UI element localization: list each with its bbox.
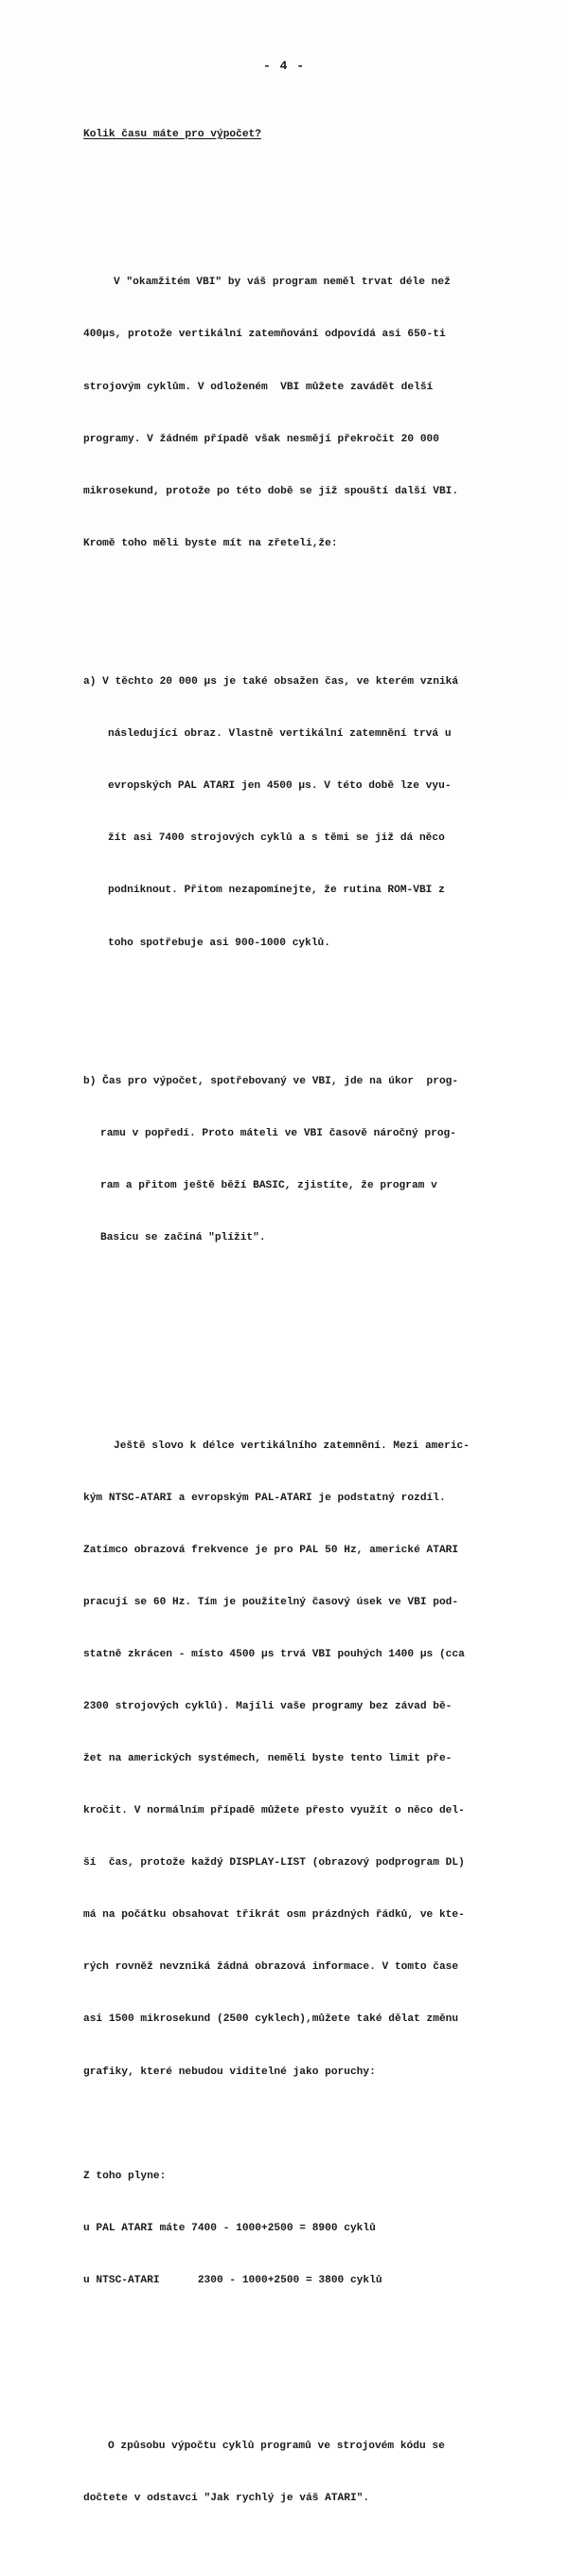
text-line: asi 1500 mikrosekund (2500 cyklech),můžete také dělat změnu xyxy=(83,2013,459,2026)
text-line: následující obraz. Vlastně vertikální zatemnění trvá u xyxy=(108,728,452,741)
result-intro: Z toho plyne: xyxy=(83,2170,167,2182)
text-line: kročit. V normálním případě můžete přesto využít o něco del- xyxy=(83,1805,465,1817)
text-line: a) V těchto 20 000 µs je také obsažen čas, ve kterém vzniká xyxy=(83,676,459,689)
text-line: kým NTSC-ATARI a evropským PAL-ATARI je podstatný rozdíl. xyxy=(83,1493,446,1505)
text-line: ramu v popředí. Proto máteli ve VBI časově náročný prog- xyxy=(100,1128,456,1140)
list-item-b xyxy=(83,1039,528,1282)
text-line: b) Čas pro výpočet, spotřebovaný ve VBI, jde na úkor prog- xyxy=(83,1076,459,1088)
text-line: ram a přitom ještě běží BASIC, zjistíte, že program v xyxy=(100,1180,437,1192)
page-number: - 4 - xyxy=(262,59,305,73)
text-line: statně zkrácen - místo 4500 µs trvá VBI pouhých 1400 µs (cca xyxy=(83,1649,465,1661)
document-body xyxy=(83,91,528,2576)
text-line: V "okamžitém VBI" by váš program neměl trvat déle než xyxy=(114,277,451,289)
text-line: Ještě slovo k délce vertikálního zatemnění. Mezi americ- xyxy=(114,1440,470,1453)
text-line: 400µs, protože vertikální zatemňování odpovídá asi 650-ti xyxy=(83,329,446,341)
text-line: podniknout. Přitom nezapomínejte, že rutina ROM-VBI z xyxy=(108,885,445,897)
text-line: žet na amerických systémech, neměli byste tento limit pře- xyxy=(83,1753,453,1765)
text-line: žít asi 7400 strojových cyklů a s těmi se již dá něco xyxy=(108,832,445,845)
text-line: O způsobu výpočtu cyklů programů ve strojovém kódu se xyxy=(108,2440,445,2452)
result-pal: u PAL ATARI máte 7400 - 1000+2500 = 8900 cyklů xyxy=(83,2222,376,2234)
text-line: 2300 strojových cyklů). Majíli vaše programy bez závad bě- xyxy=(83,1701,453,1713)
paragraph-2 xyxy=(83,1403,528,2115)
text-line: evropských PAL ATARI jen 4500 µs. V této době lze vyu- xyxy=(108,780,452,793)
text-line: má na počátku obsahovat třikrát osm prázdných řádků, ve kte- xyxy=(83,1909,465,1922)
text-line: Zatímco obrazová frekvence je pro PAL 50 Hz, americké ATARI xyxy=(83,1545,459,1557)
text-line: dočtete v odstavci "Jak rychlý je váš ATARI". xyxy=(83,2492,370,2504)
text-line: strojovým cyklům. V odloženém VBI můžete zavádět delší xyxy=(83,381,434,393)
list-item-a xyxy=(83,639,528,987)
text-line: programy. V žádném případě však nesmějí překročit 20 000 xyxy=(83,433,439,445)
text-line: Basicu se začíná "plížit". xyxy=(100,1232,266,1244)
text-line: Kromě toho měli byste mít na zřeteli,že: xyxy=(83,537,338,549)
paragraph-1 xyxy=(83,240,528,587)
section-heading: Kolik času máte pro výpočet? xyxy=(83,128,261,140)
text-line: pracují se 60 Hz. Tím je použitelný časový úsek ve VBI pod- xyxy=(83,1597,459,1609)
text-line: rých rovněž nevzniká žádná obrazová informace. V tomto čase xyxy=(83,1961,459,1974)
paragraph-3 xyxy=(83,2403,528,2542)
result-ntsc: u NTSC-ATARI 2300 - 1000+2500 = 3800 cyklů xyxy=(83,2274,382,2286)
text-line: ší čas, protože každý DISPLAY-LIST (obrazový podprogram DL) xyxy=(83,1857,465,1869)
text-line: mikrosekund, protože po této době se již spouští další VBI. xyxy=(83,485,459,497)
text-line: grafiky, které nebudou viditelné jako poruchy: xyxy=(83,2066,376,2078)
text-line: toho spotřebuje asi 900-1000 cyklů. xyxy=(108,937,330,949)
